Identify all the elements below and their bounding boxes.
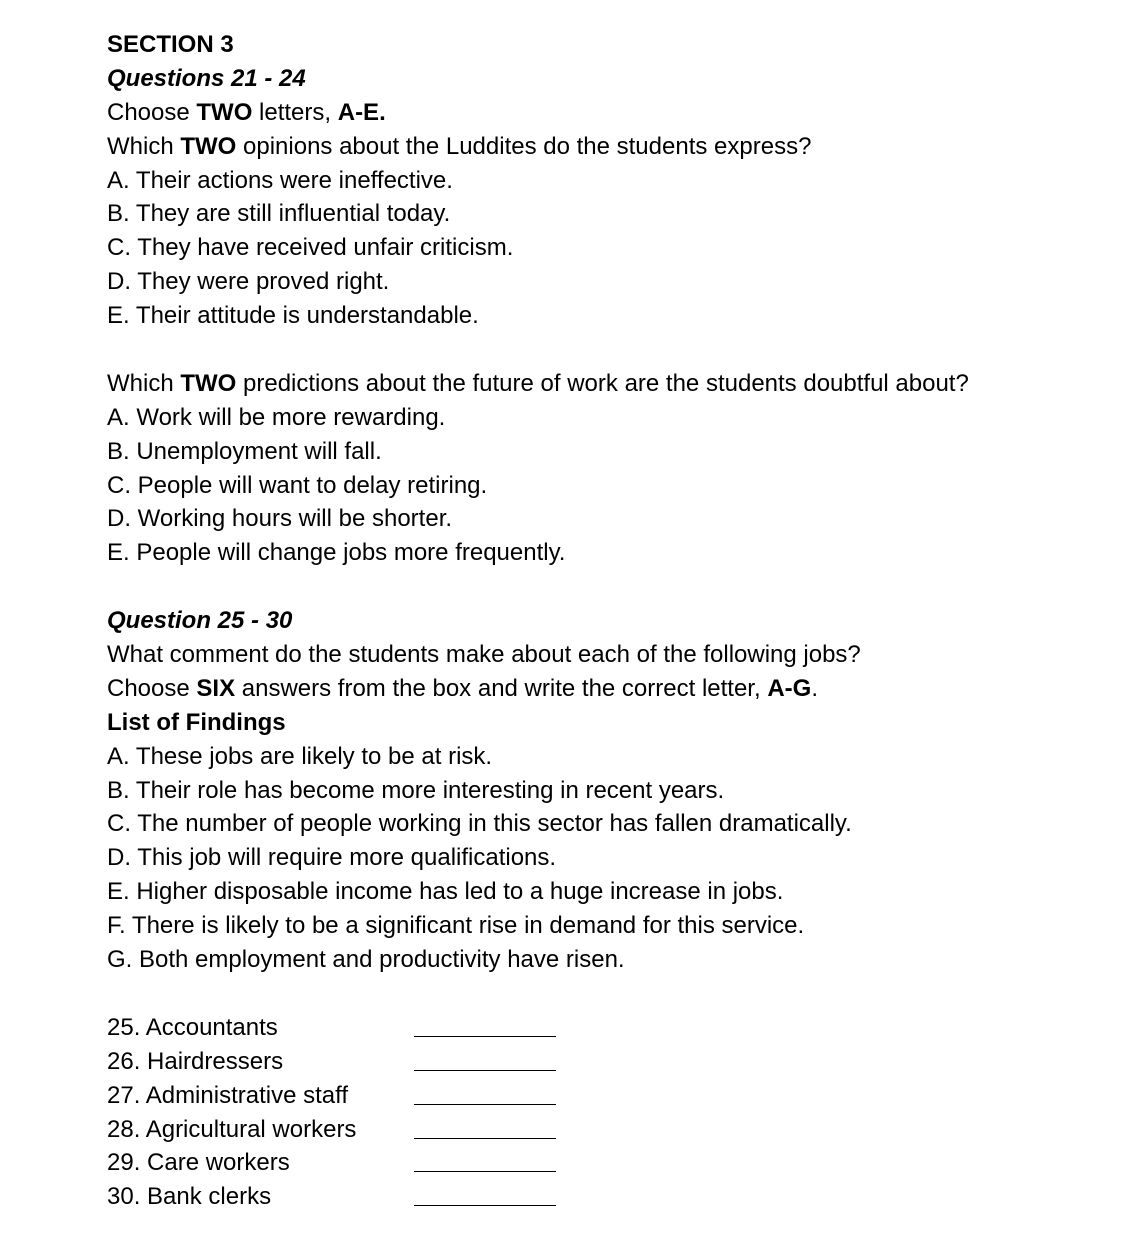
spacer bbox=[107, 570, 1117, 604]
future-work-question: Which TWO predictions about the future of work are the students doubtful about? bbox=[107, 369, 969, 397]
questions-25-30-question: What comment do the students make about each of the following jobs? bbox=[107, 641, 861, 669]
spacer bbox=[107, 333, 1117, 367]
questions-21-24-heading: Questions 21 - 24 bbox=[107, 64, 306, 92]
future-work-option-d: D. Working hours will be shorter. bbox=[107, 505, 453, 533]
finding-b: B. Their role has become more interesting in recent years. bbox=[107, 776, 725, 804]
answer-blank[interactable] bbox=[414, 1171, 556, 1172]
answer-row-26 bbox=[107, 1045, 1117, 1079]
list-of-findings-title: List of Findings bbox=[107, 708, 286, 736]
luddites-option-c: C. They have received unfair criticism. bbox=[107, 234, 514, 262]
job-label: 30. Bank clerks bbox=[107, 1183, 272, 1211]
answer-row-29 bbox=[107, 1146, 1117, 1180]
answer-blank[interactable] bbox=[414, 1205, 556, 1206]
section-title: SECTION 3 bbox=[107, 31, 234, 58]
answer-blank[interactable] bbox=[414, 1036, 556, 1037]
job-label: 28. Agricultural workers bbox=[107, 1115, 357, 1143]
answer-blank[interactable] bbox=[414, 1104, 556, 1105]
finding-d: D. This job will require more qualifications. bbox=[107, 844, 557, 872]
future-work-option-b: B. Unemployment will fall. bbox=[107, 437, 382, 465]
questions-25-30-instruction: Choose SIX answers from the box and write the correct letter, A-G. bbox=[107, 674, 818, 702]
future-work-option-c: C. People will want to delay retiring. bbox=[107, 471, 488, 499]
job-label: 27. Administrative staff bbox=[107, 1081, 349, 1109]
answer-row-25 bbox=[107, 1011, 1117, 1045]
questions-25-30-heading: Question 25 - 30 bbox=[107, 607, 293, 635]
answer-blank[interactable] bbox=[414, 1070, 556, 1071]
job-label: 26. Hairdressers bbox=[107, 1047, 284, 1075]
finding-g: G. Both employment and productivity have risen. bbox=[107, 946, 625, 974]
answer-row-28 bbox=[107, 1113, 1117, 1147]
job-label: 25. Accountants bbox=[107, 1013, 278, 1041]
luddites-question: Which TWO opinions about the Luddites do the students express? bbox=[107, 132, 812, 160]
finding-a: A. These jobs are likely to be at risk. bbox=[107, 742, 493, 770]
questions-21-24-instruction: Choose TWO letters, A-E. bbox=[107, 98, 386, 126]
spacer bbox=[107, 977, 1117, 1011]
luddites-option-a: A. Their actions were ineffective. bbox=[107, 166, 453, 194]
luddites-option-b: B. They are still influential today. bbox=[107, 200, 451, 228]
future-work-option-a: A. Work will be more rewarding. bbox=[107, 403, 446, 431]
answer-row-30 bbox=[107, 1180, 1117, 1214]
answer-blank[interactable] bbox=[414, 1138, 556, 1139]
finding-e: E. Higher disposable income has led to a huge increase in jobs. bbox=[107, 878, 784, 906]
luddites-option-e: E. Their attitude is understandable. bbox=[107, 302, 479, 330]
luddites-option-d: D. They were proved right. bbox=[107, 268, 390, 296]
finding-c: C. The number of people working in this sector has fallen dramatically. bbox=[107, 810, 852, 838]
job-label: 29. Care workers bbox=[107, 1149, 290, 1177]
future-work-option-e: E. People will change jobs more frequently. bbox=[107, 539, 566, 567]
finding-f: F. There is likely to be a significant rise in demand for this service. bbox=[107, 912, 805, 940]
answer-row-27 bbox=[107, 1079, 1117, 1113]
